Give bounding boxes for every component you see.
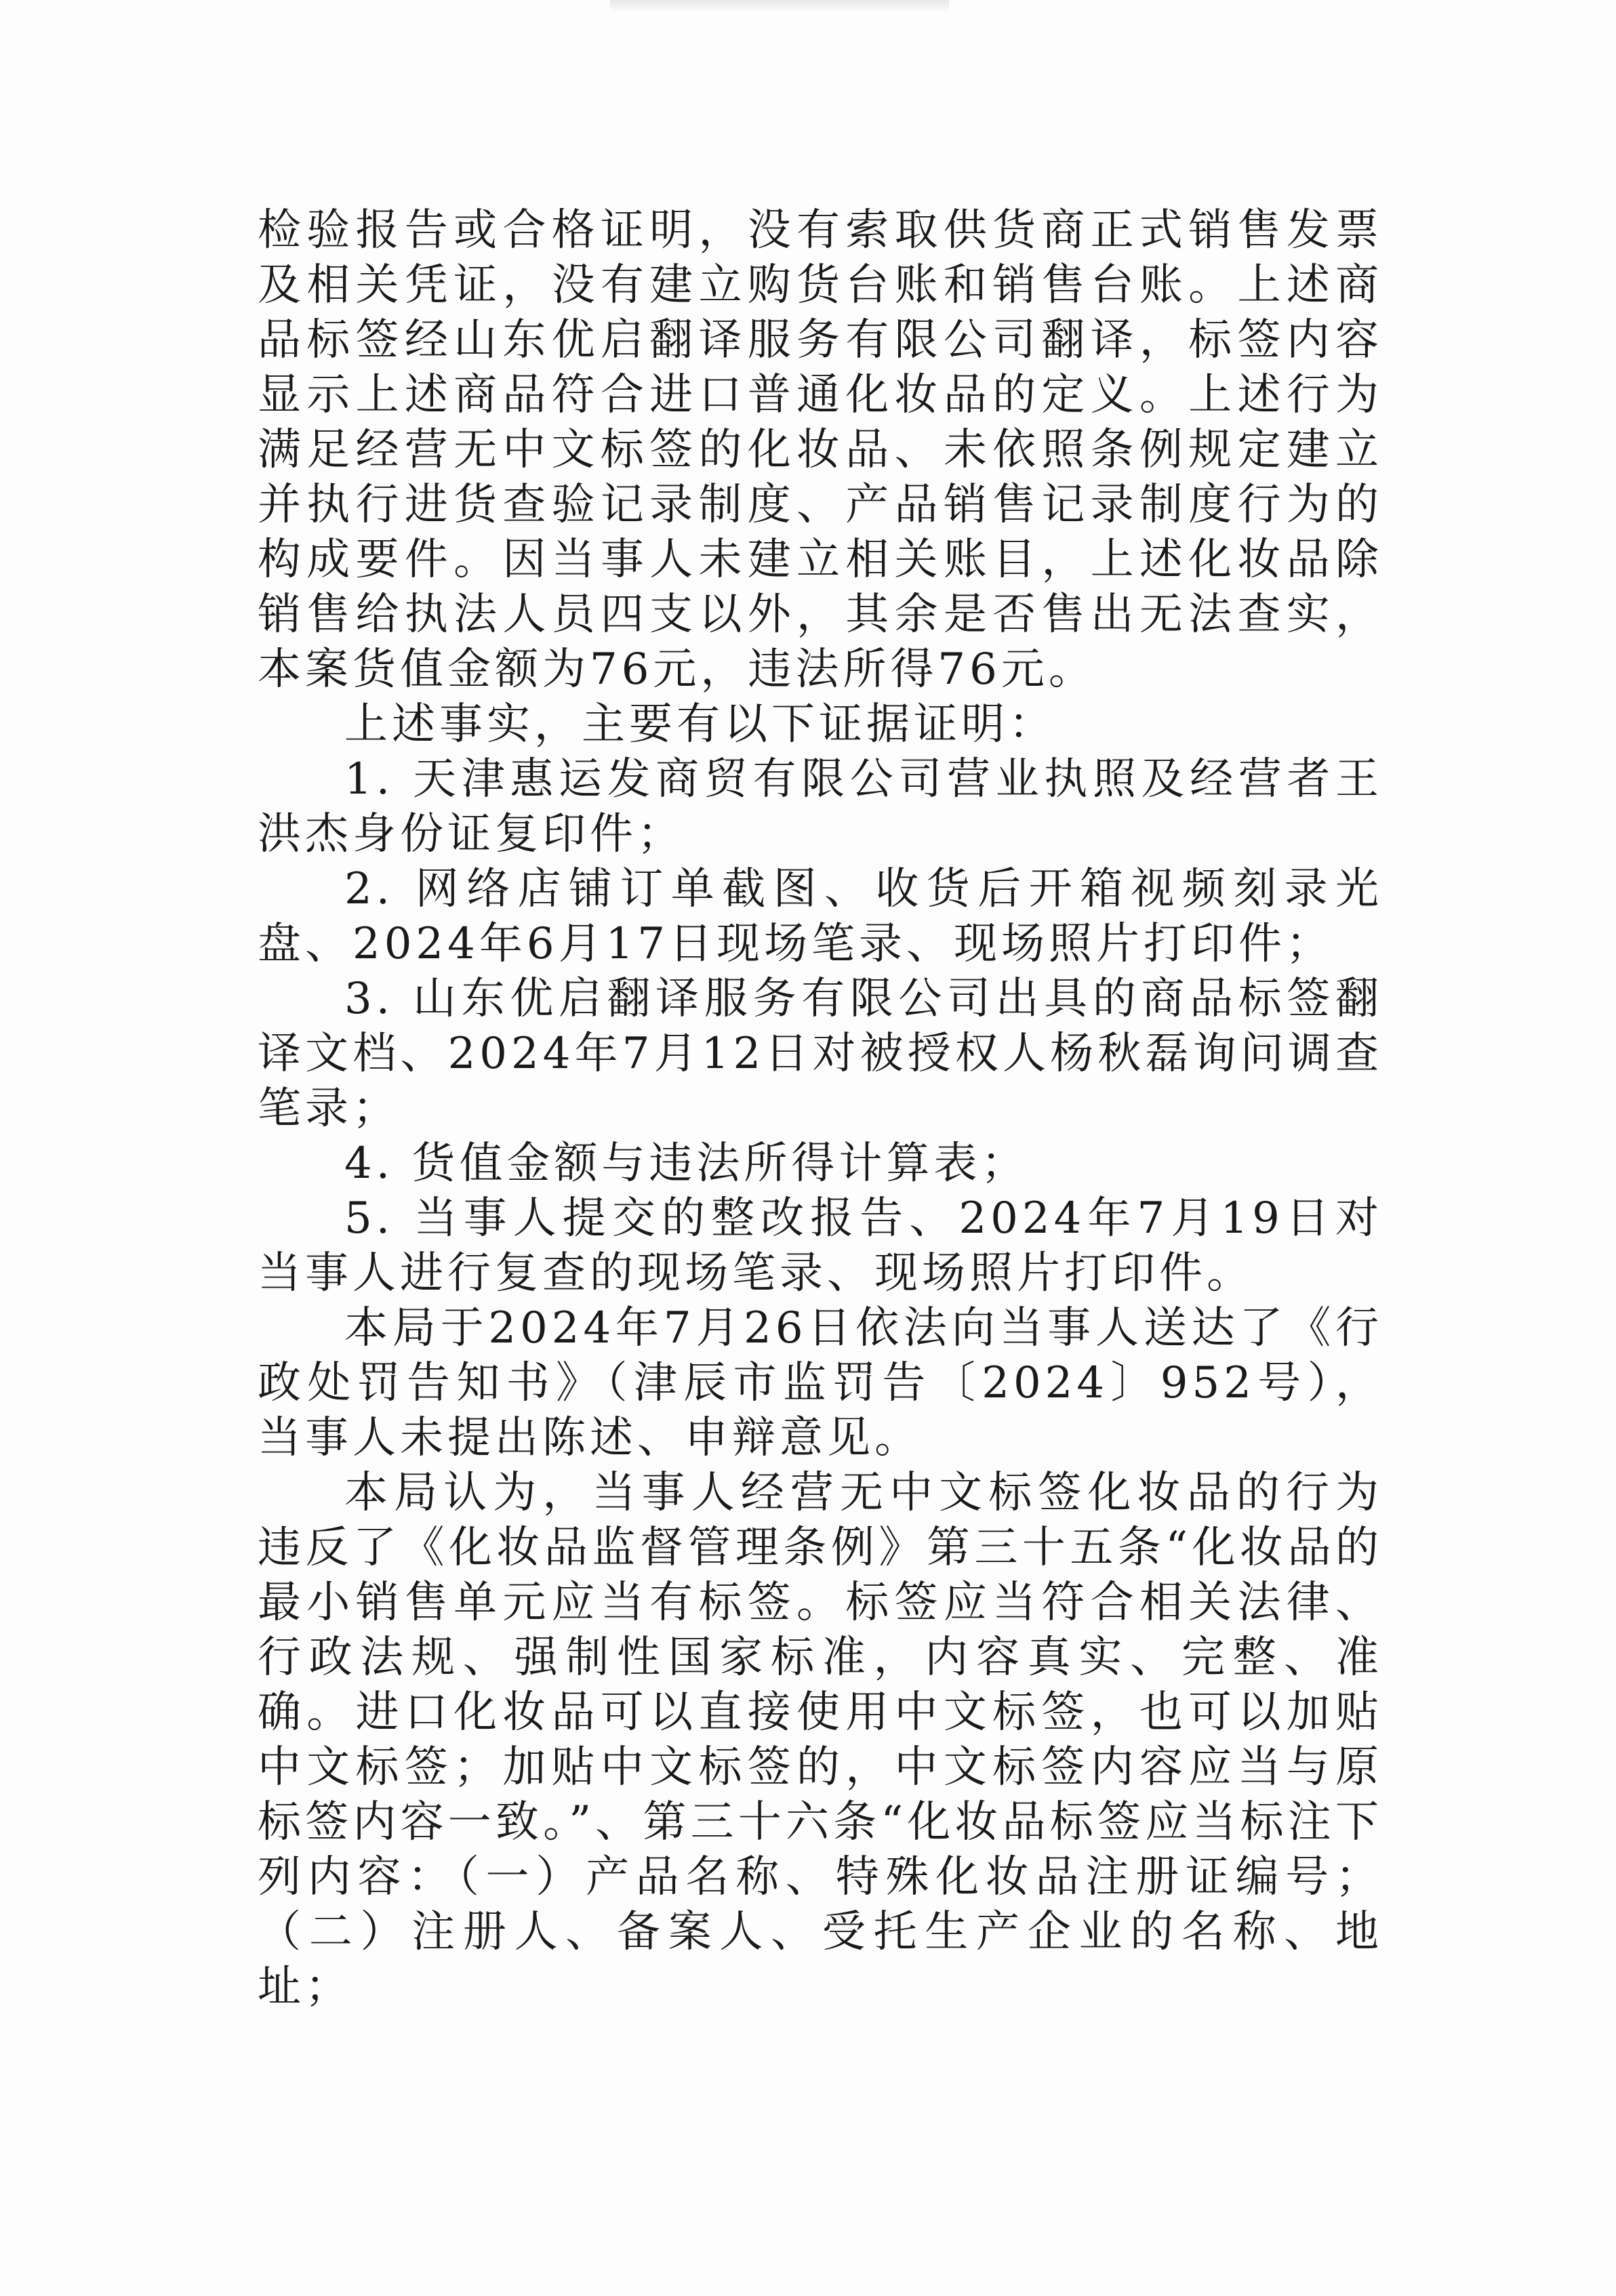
paragraph-legal-analysis: 本局认为，当事人经营无中文标签化妆品的行为违反了《化妆品监督管理条例》第三十五条“化妆品的最小销售单元应当有标签。标签应当符合相关法律、行政法规、强制性国家标准，内容真实、完整、准确。进口化妆品可以直接使用中文标签，也可以加贴中文标签；加贴中文标签的，中文标签内容应当与原标签内容一致。”、第三十六条“化妆品标签应当标注下列内容：（一）产品名称、特殊化妆品注册证编号；（二）注册人、备案人、受托生产企业的名称、地址； [258,1468,1383,2012]
evidence-item-5: 5. 当事人提交的整改报告、2024年7月19日对当事人进行复查的现场笔录、现场照片打印件。 [258,1193,1383,1298]
scan-artifact [610,0,949,12]
paragraph-evidence-intro: 上述事实，主要有以下证据证明： [344,699,1056,750]
evidence-item-2: 2. 网络店铺订单截图、收货后开箱视频刻录光盘、2024年6月17日现场笔录、现场照片打印件； [258,864,1383,969]
evidence-item-1: 1. 天津惠运发商贸有限公司营业执照及经营者王洪杰身份证复印件； [258,754,1383,859]
document-body [258,203,1383,2015]
evidence-item-4: 4. 货值金额与违法所得计算表； [344,1139,1029,1189]
paragraph-notice-served: 本局于2024年7月26日依法向当事人送达了《行政处罚告知书》（津辰市监罚告〔2024〕952号），当事人未提出陈述、申辩意见。 [258,1303,1383,1463]
evidence-item-3: 3. 山东优启翻译服务有限公司出具的商品标签翻译文档、2024年7月12日对被授权人杨秋磊询问调查笔录； [258,974,1383,1134]
paragraph-facts-continued: 检验报告或合格证明，没有索取供货商正式销售发票及相关凭证，没有建立购货台账和销售台账。上述商品标签经山东优启翻译服务有限公司翻译，标签内容显示上述商品符合进口普通化妆品的定义。上述行为满足经营无中文标签的化妆品、未依照条例规定建立并执行进货查验记录制度、产品销售记录制度行为的构成要件。因当事人未建立相关账目，上述化妆品除销售给执法人员四支以外，其余是否售出无法查实，本案货值金额为76元，违法所得76元。 [258,205,1383,695]
